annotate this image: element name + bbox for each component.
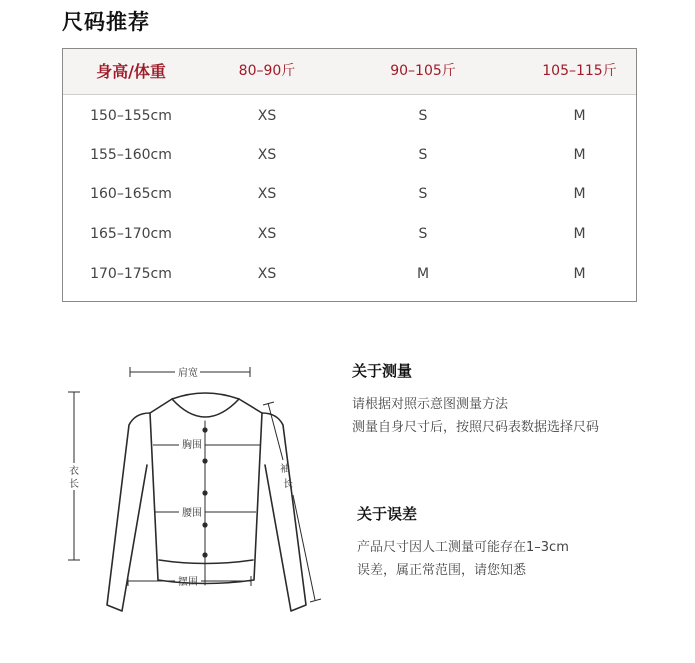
row-height: 155–160cm <box>90 147 172 163</box>
header-weight-80-90: 80–90斤 <box>238 63 296 79</box>
header-weight-90-105: 90–105斤 <box>390 63 456 79</box>
row-height: 160–165cm <box>90 186 172 202</box>
size-cell: M <box>573 147 586 163</box>
header-weight-105-115: 105–115斤 <box>542 63 617 79</box>
size-cell: M <box>573 186 586 202</box>
page-title: 尺码推荐 <box>62 10 150 34</box>
error-title: 关于误差 <box>357 505 418 523</box>
size-cell: M <box>573 108 586 124</box>
row-height: 150–155cm <box>90 108 172 124</box>
label-length-2: 长 <box>69 479 79 490</box>
table-row <box>63 175 636 213</box>
size-cell: M <box>573 266 586 282</box>
table-row <box>63 97 636 135</box>
table-row <box>63 255 636 293</box>
label-chest: 胸围 <box>182 440 202 451</box>
size-cell: XS <box>257 226 277 242</box>
label-shoulder: 肩宽 <box>178 368 198 379</box>
header-height-weight: 身高/体重 <box>96 62 166 81</box>
row-height: 170–175cm <box>90 266 172 282</box>
size-cell: XS <box>257 147 277 163</box>
table-header <box>63 49 636 95</box>
size-cell: M <box>573 226 586 242</box>
error-text-line-2: 误差，属正常范围，请您知悉 <box>357 563 527 578</box>
size-cell: XS <box>257 108 277 124</box>
label-hem: 摆围 <box>178 577 198 588</box>
size-cell: XS <box>257 266 277 282</box>
size-cell: S <box>418 186 428 202</box>
measure-text-line-2: 测量自身尺寸后，按照尺码表数据选择尺码 <box>352 420 600 435</box>
label-length-1: 衣 <box>69 466 79 477</box>
cardigan-outline-icon <box>107 393 306 611</box>
label-sleeve-2: 长 <box>283 479 293 490</box>
measure-title: 关于测量 <box>352 362 413 380</box>
row-height: 165–170cm <box>90 226 172 242</box>
size-table <box>62 48 637 302</box>
size-cell: XS <box>257 186 277 202</box>
table-row <box>63 215 636 253</box>
size-cell: S <box>418 147 428 163</box>
garment-measurement-diagram <box>55 355 345 615</box>
size-cell: M <box>416 266 430 282</box>
label-sleeve-1: 袖 <box>280 464 290 475</box>
measure-text-line-1: 请根据对照示意图测量方法 <box>352 397 509 412</box>
size-cell: S <box>418 226 428 242</box>
error-text-line-1: 产品尺寸因人工测量可能存在1–3cm <box>357 540 569 555</box>
table-row <box>63 136 636 174</box>
size-cell: S <box>418 108 428 124</box>
label-waist: 腰围 <box>182 508 202 519</box>
